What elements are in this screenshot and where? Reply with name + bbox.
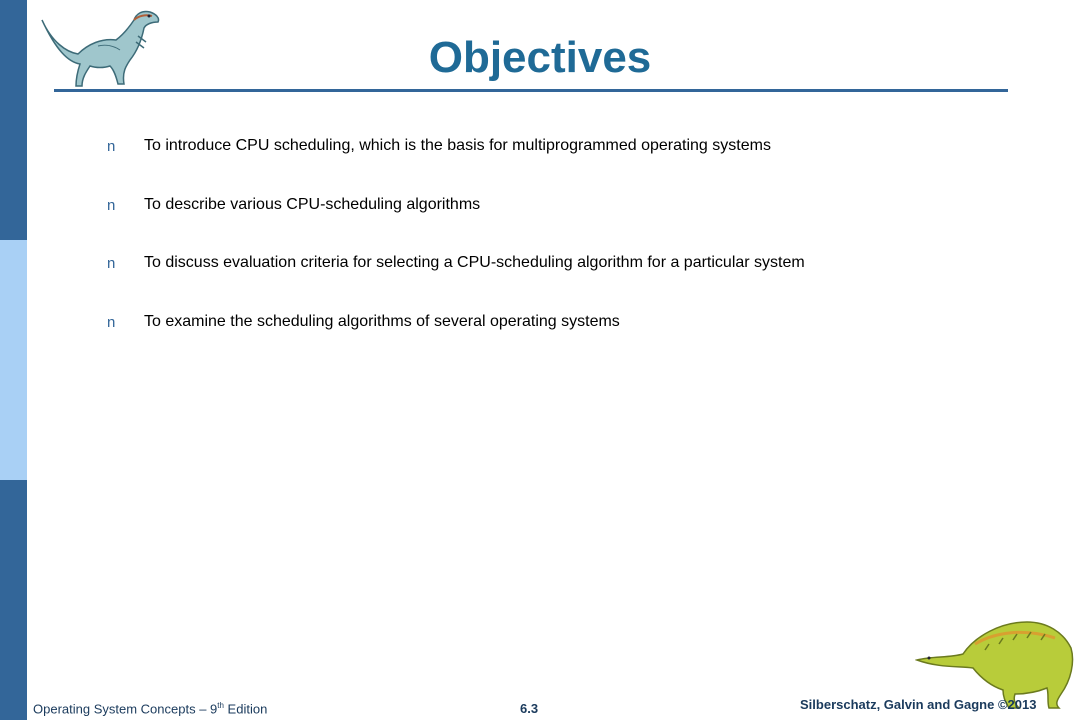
edition-superscript: th [217, 701, 224, 710]
footer-authors: Silberschatz, Galvin and Gagne ©2013 [800, 697, 1037, 712]
bullet-marker: n [107, 138, 116, 155]
bullet-text: To discuss evaluation criteria for selecting a CPU-scheduling algorithm for a particular system [144, 254, 805, 271]
bullet-text: To introduce CPU scheduling, which is the basis for multiprogrammed operating systems [144, 137, 771, 154]
title-divider [54, 89, 1008, 92]
bullet-item [107, 308, 1047, 367]
slide-title: Objectives [428, 33, 652, 82]
dinosaur-icon [38, 6, 164, 90]
bullet-list [107, 132, 1047, 366]
bullet-item [107, 249, 1047, 308]
dinosaur-icon [915, 614, 1075, 710]
bullet-marker: n [107, 313, 116, 331]
bullet-item [107, 191, 1047, 250]
bullet-marker: n [107, 255, 116, 272]
bullet-item [107, 132, 1047, 191]
bullet-marker: n [107, 196, 116, 214]
bullet-text: To describe various CPU-scheduling algorithms [144, 195, 481, 213]
sidebar-band-bottom [0, 480, 27, 720]
sidebar-band-middle [0, 240, 27, 480]
footer-book-title: Operating System Concepts – 9th Edition [33, 701, 268, 717]
sidebar-band-top [0, 0, 27, 240]
slide-number: 6.3 [520, 701, 539, 716]
bullet-text: To examine the scheduling algorithms of several operating systems [144, 312, 620, 330]
